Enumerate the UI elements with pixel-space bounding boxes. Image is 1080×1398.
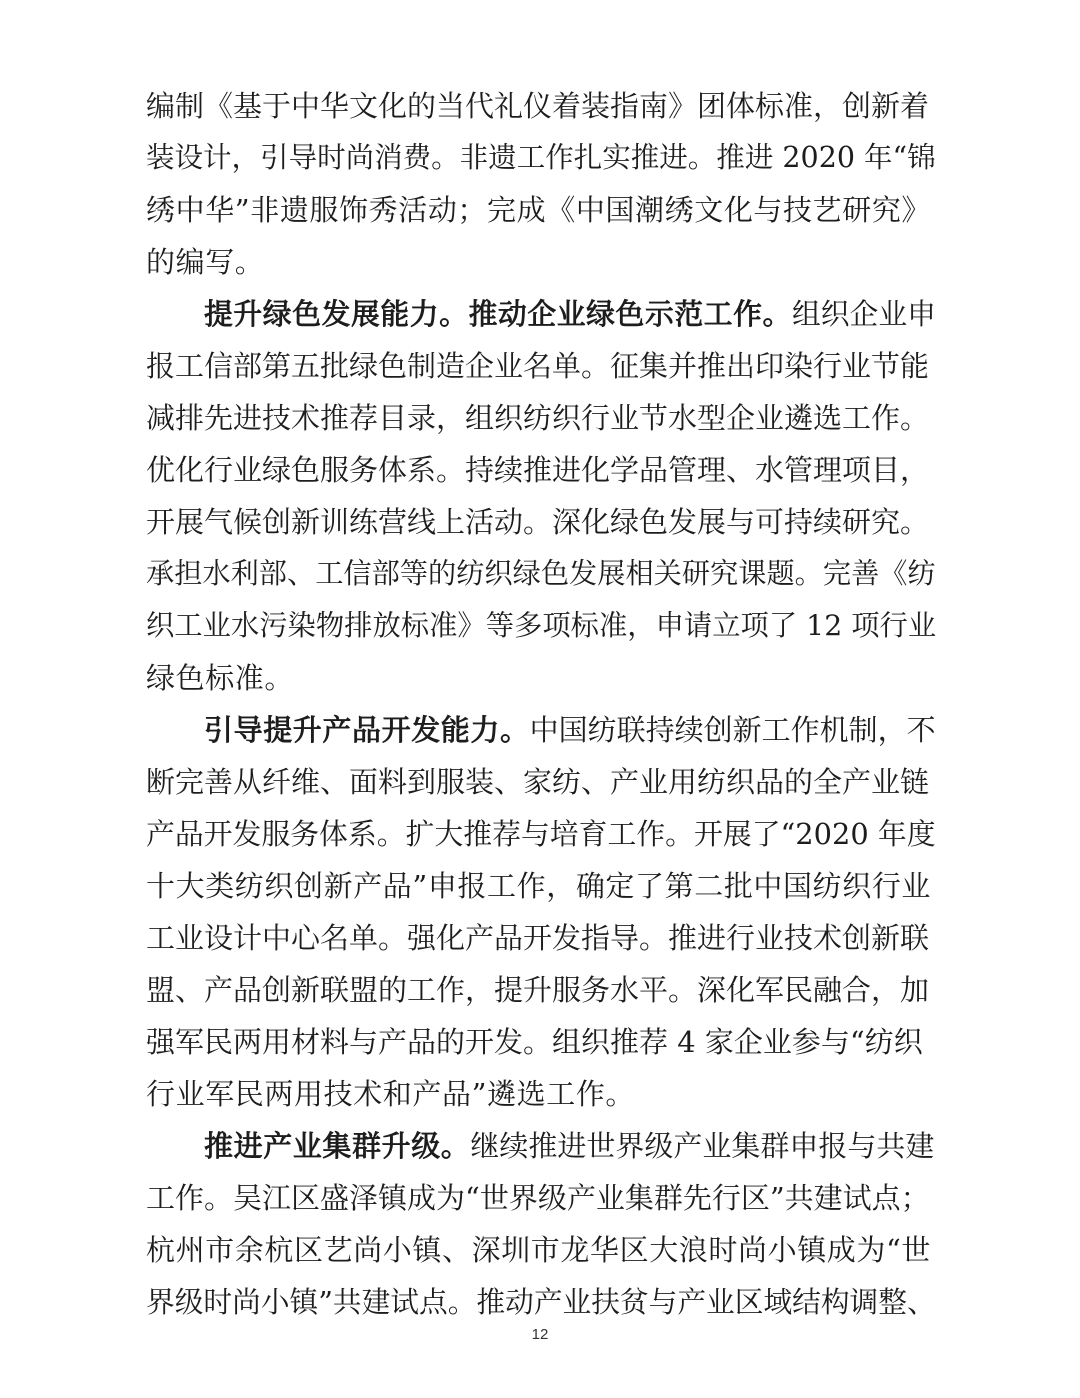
text-line: 开展气候创新训练营线上活动。深化绿色发展与可持续研究。 (146, 505, 930, 539)
text-line: 断完善从纤维、面料到服装、家纺、产业用纺织品的全产业链 (146, 765, 930, 799)
text-line: 编制《基于中华文化的当代礼仪着装指南》团体标准，创新着 (146, 89, 930, 123)
text-line: 盟、产品创新联盟的工作，提升服务水平。深化军民融合，加 (146, 973, 930, 1007)
text-line: 十大类纺织创新产品”申报工作，确定了第二批中国纺织行业 (146, 869, 932, 903)
text-line: 报工信部第五批绿色制造企业名单。征集并推出印染行业节能 (146, 349, 930, 383)
text-line: 绣中华”非遗服饰秀活动；完成《中国潮绣文化与技艺研究》 (146, 193, 932, 227)
text-line: 行业军民两用技术和产品”遴选工作。 (146, 1077, 636, 1111)
text-line: 杭州市余杭区艺尚小镇、深圳市龙华区大浪时尚小镇成为“世 (146, 1233, 932, 1267)
text-line: 工作。吴江区盛泽镇成为“世界级产业集群先行区”共建试点； (146, 1181, 930, 1215)
paragraph-heading: 推进产业集群升级。 (204, 1129, 471, 1163)
paragraph-heading-line: 推进产业集群升级。继续推进世界级产业集群申报与共建 (204, 1129, 935, 1163)
text-line: 装设计，引导时尚消费。非遗工作扎实推进。推进 2020 年“锦 (146, 141, 936, 174)
text-line: 优化行业绿色服务体系。持续推进化学品管理、水管理项目， (146, 453, 930, 487)
text-line: 产品开发服务体系。扩大推荐与培育工作。开展了“2020 年度 (146, 817, 936, 851)
text-line: 绿色标准。 (146, 661, 295, 695)
text-line: 的编写。 (146, 245, 265, 279)
page-number: 12 (531, 1326, 549, 1343)
paragraph-heading: 提升绿色发展能力。推动企业绿色示范工作。 (204, 297, 792, 331)
paragraph-heading: 引导提升产品开发能力。 (204, 713, 530, 747)
text-line: 界级时尚小镇”共建试点。推动产业扶贫与产业区域结构调整、 (146, 1285, 936, 1319)
text-line: 承担水利部、工信部等的纺织绿色发展相关研究课题。完善《纺 (146, 557, 936, 590)
paragraph-heading-line: 引导提升产品开发能力。中国纺联持续创新工作机制，不 (204, 713, 936, 747)
text-line: 织工业水污染物排放标准》等多项标准，申请立项了 12 项行业 (146, 609, 937, 642)
text-line: 强军民两用材料与产品的开发。组织推荐 4 家企业参与“纺织 (146, 1025, 923, 1059)
text-line: 工业设计中心名单。强化产品开发指导。推进行业技术创新联 (146, 921, 930, 955)
paragraph-heading-line: 提升绿色发展能力。推动企业绿色示范工作。组织企业申 (204, 297, 936, 331)
text-line: 减排先进技术推荐目录，组织纺织行业节水型企业遴选工作。 (146, 401, 930, 435)
